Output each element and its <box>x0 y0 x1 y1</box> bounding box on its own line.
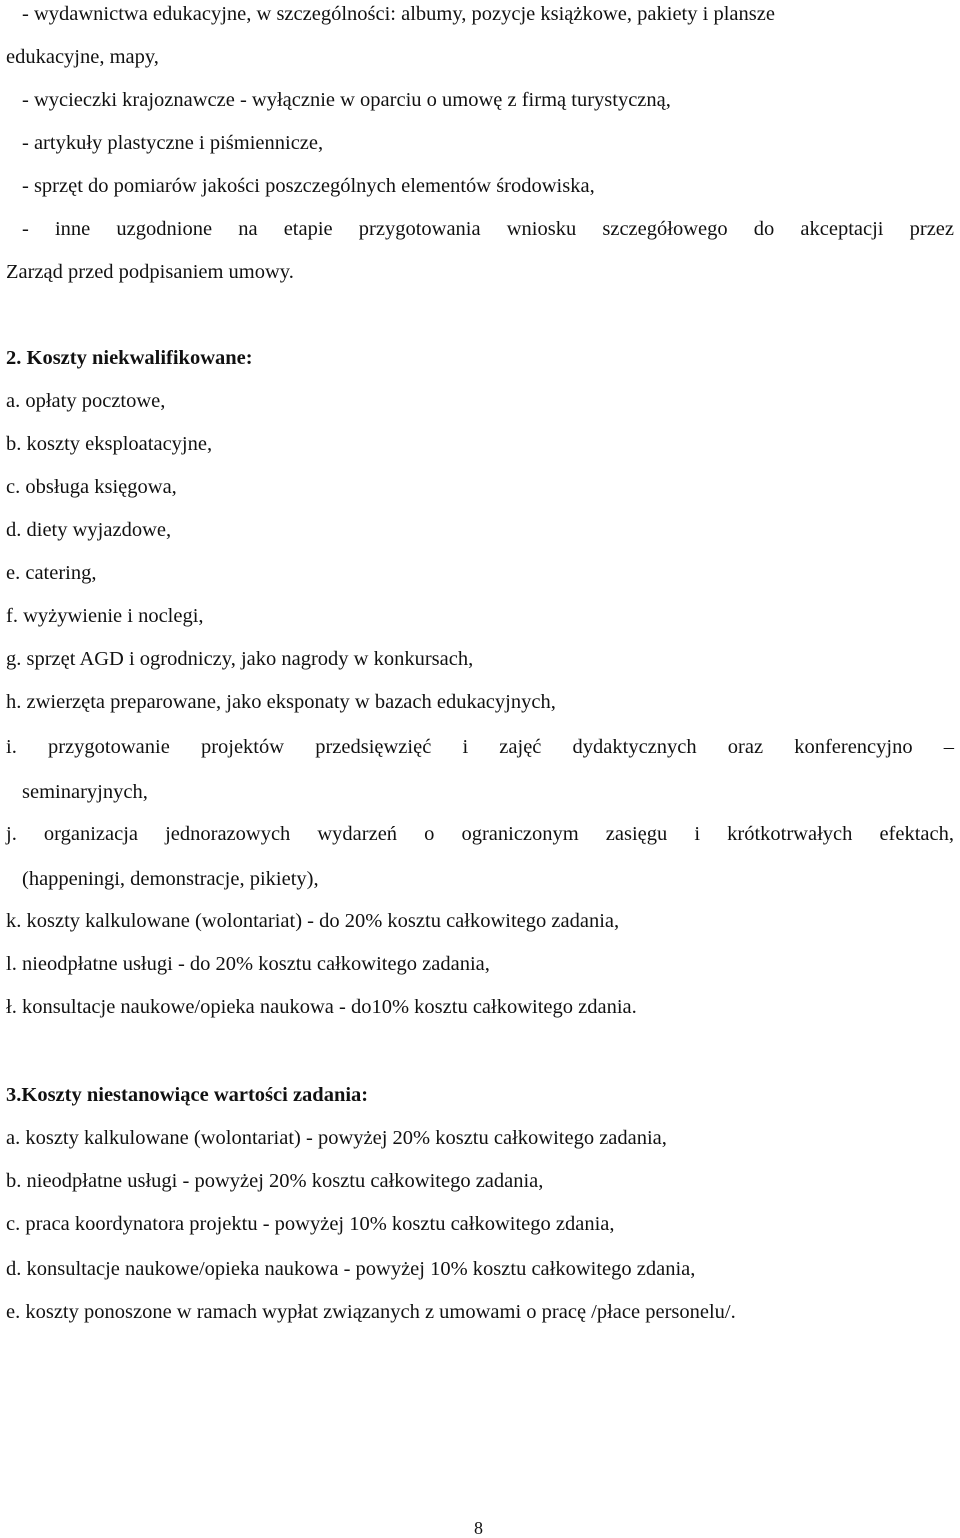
list-item: b. koszty eksploatacyjne, <box>6 433 213 455</box>
list-item: g. sprzęt AGD i ogrodniczy, jako nagrody w konkursach, <box>6 648 474 670</box>
section-heading: 3.Koszty niestanowiące wartości zadania: <box>6 1084 369 1106</box>
list-item: - inne uzgodnione na etapie przygotowania wniosku szczegółowego do akceptacji przez <box>22 218 954 240</box>
list-item: c. praca koordynatora projektu - powyżej 10% kosztu całkowitego zdania, <box>6 1213 615 1235</box>
list-item: e. koszty ponoszone w ramach wypłat związanych z umowami o pracę /płace personelu/. <box>6 1301 736 1323</box>
list-item: d. diety wyjazdowe, <box>6 519 172 541</box>
list-item: l. nieodpłatne usługi - do 20% kosztu całkowitego zadania, <box>6 953 490 975</box>
list-item-continuation: Zarząd przed podpisaniem umowy. <box>6 261 294 283</box>
list-item-continuation: edukacyjne, mapy, <box>6 46 159 68</box>
list-item: - wycieczki krajoznawcze - wyłącznie w oparciu o umowę z firmą turystyczną, <box>22 89 671 111</box>
list-item: k. koszty kalkulowane (wolontariat) - do 20% kosztu całkowitego zadania, <box>6 910 620 932</box>
list-item: i. przygotowanie projektów przedsięwzięć i zajęć dydaktycznych oraz konferencyjno – <box>6 736 954 758</box>
list-item: e. catering, <box>6 562 97 584</box>
list-item: a. koszty kalkulowane (wolontariat) - powyżej 20% kosztu całkowitego zadania, <box>6 1127 667 1149</box>
list-item-continuation: seminaryjnych, <box>22 781 148 803</box>
list-item-continuation: (happeningi, demonstracje, pikiety), <box>22 868 319 890</box>
list-item: c. obsługa księgowa, <box>6 476 177 498</box>
list-item: d. konsultacje naukowe/opieka naukowa - powyżej 10% kosztu całkowitego zdania, <box>6 1258 696 1280</box>
list-item: ł. konsultacje naukowe/opieka naukowa - do10% kosztu całkowitego zdania. <box>6 996 637 1018</box>
list-item: a. opłaty pocztowe, <box>6 390 166 412</box>
list-item: - sprzęt do pomiarów jakości poszczególnych elementów środowiska, <box>22 175 595 197</box>
list-item: b. nieodpłatne usługi - powyżej 20% kosztu całkowitego zadania, <box>6 1170 544 1192</box>
list-item: j. organizacja jednorazowych wydarzeń o ograniczonym zasięgu i krótkotrwałych efektach, <box>6 823 954 845</box>
section-heading: 2. Koszty niekwalifikowane: <box>6 347 253 369</box>
page-number: 8 <box>474 1518 483 1538</box>
list-item: h. zwierzęta preparowane, jako eksponaty w bazach edukacyjnych, <box>6 691 556 713</box>
list-item: f. wyżywienie i noclegi, <box>6 605 204 627</box>
list-item: - wydawnictwa edukacyjne, w szczególności: albumy, pozycje książkowe, pakiety i plansze <box>22 3 775 25</box>
list-item: - artykuły plastyczne i piśmiennicze, <box>22 132 324 154</box>
